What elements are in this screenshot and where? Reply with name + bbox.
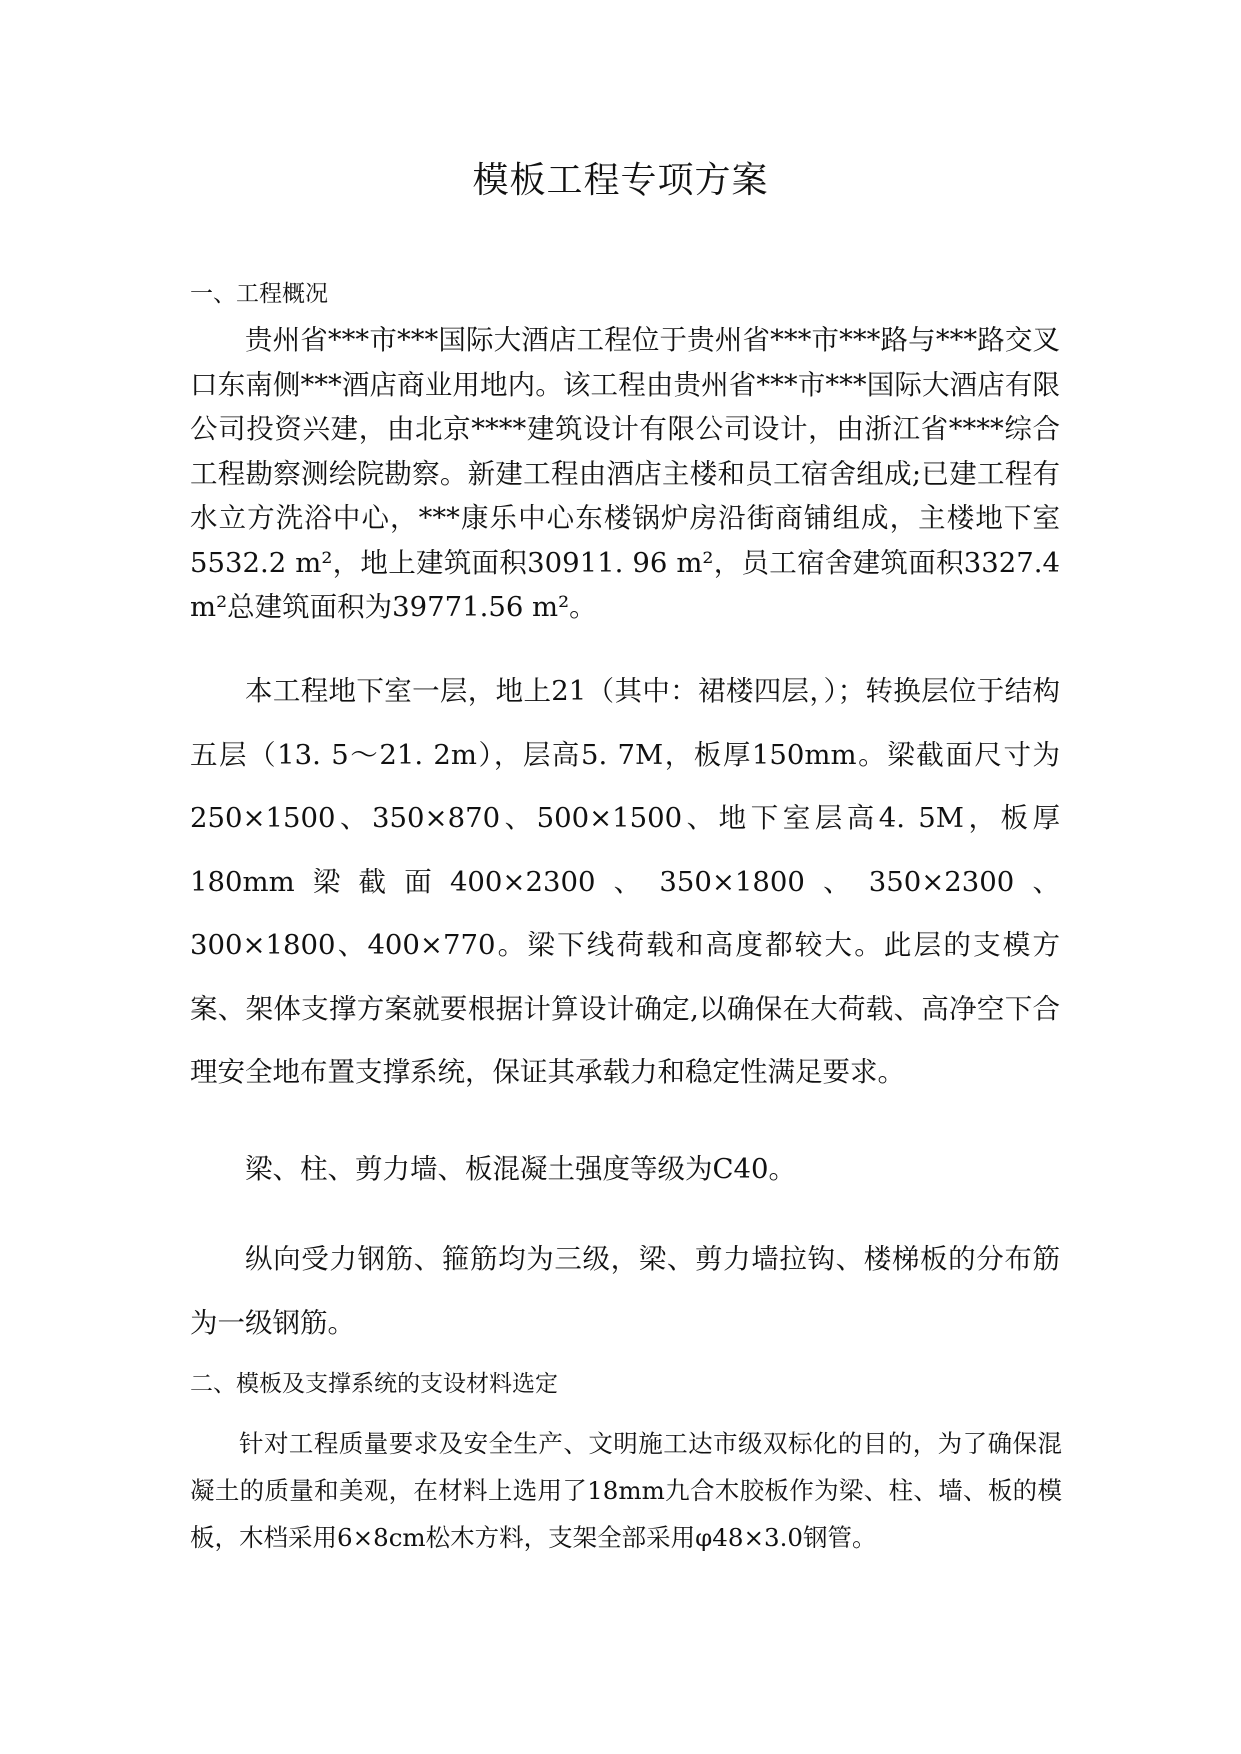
section-heading-materials: 二、模板及支撑系统的支设材料选定 (190, 1371, 558, 1397)
document-title: 模板工程专项方案 (472, 160, 769, 201)
overview-paragraph-structure: 本工程地下室一层，地上21（其中：裙楼四层，）；转换层位于结构五层（13. 5～21. 2m），层高5. 7M，板厚150mm。梁截面尺寸为250×1500、350×870、500×1500、地下室层高4. 5M，板厚180mm梁截面400×2300、350×1800、350×2300、300×1800、400×770。梁下线荷载和高度都较大。此层的支模方案、架体支撑方案就要根据计算设计确定,以确保在大荷载、高净空下合理安全地布置支撑系统，保证其承载力和稳定性满足要求。 (190, 675, 1060, 1088)
overview-paragraph-rebar: 纵向受力钢筋、箍筋均为三级，梁、剪力墙拉钩、楼梯板的分布筋为一级钢筋。 (190, 1243, 1060, 1339)
overview-paragraph-location: 贵州省***市***国际大酒店工程位于贵州省***市***路与***路交叉口东南侧***酒店商业用地内。该工程由贵州省***市***国际大酒店有限公司投资兴建，由北京****建筑设计有限公司设计，由浙江省****综合工程勘察测绘院勘察。新建工程由酒店主楼和员工宿舍组成;已建工程有水立方洗浴中心，***康乐中心东楼锅炉房沿街商铺组成，主楼地下室5532.2 m²，地上建筑面积30911. 96 m²，员工宿舍建筑面积3327.4 m²总建筑面积为39771.56 m²。 (190, 324, 1060, 623)
materials-paragraph: 针对工程质量要求及安全生产、文明施工达市级双标化的目的，为了确保混凝土的质量和美观，在材料上选用了18mm九合木胶板作为梁、柱、墙、板的模板，木档采用6×8cm松木方料，支架全部采用φ48×3.0钢管。 (190, 1429, 1062, 1552)
section-heading-overview: 一、工程概况 (190, 281, 328, 307)
overview-paragraph-concrete: 梁、柱、剪力墙、板混凝土强度等级为C40。 (245, 1153, 797, 1185)
